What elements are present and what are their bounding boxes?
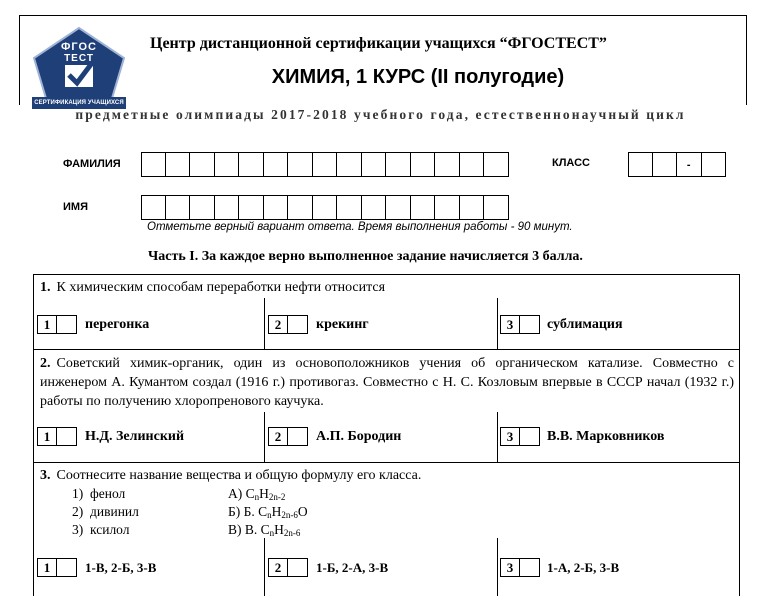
q1-option-1: перегонка	[85, 317, 150, 332]
option-number: 3	[500, 315, 520, 334]
formula-letter: А)	[228, 486, 243, 501]
page-right-border	[746, 15, 747, 105]
question-text: К химическим способам переработки нефти относится	[56, 280, 386, 295]
formula-subscript: 2n-6	[281, 510, 298, 520]
formula-tail: O	[297, 504, 308, 519]
answer-box[interactable]	[57, 315, 77, 334]
name-cell[interactable]	[214, 195, 240, 220]
formula-element: H	[259, 486, 269, 501]
q2-answer-1-checkbox[interactable]	[37, 427, 77, 446]
page-left-border	[19, 15, 20, 105]
surname-cell[interactable]	[459, 152, 485, 177]
surname-cell[interactable]	[312, 152, 338, 177]
question-number: 2.	[40, 356, 51, 371]
name-cell[interactable]	[238, 195, 264, 220]
formula-subscript: n	[254, 492, 260, 502]
column-divider	[497, 412, 498, 462]
class-cell[interactable]	[628, 152, 653, 177]
surname-cell[interactable]	[165, 152, 191, 177]
page-top-border	[19, 15, 747, 16]
class-separator: -	[676, 152, 702, 177]
instructions-note: Отметьте верный вариант ответа. Время выполнения работы - 90 минут.	[147, 221, 573, 233]
formula-prefix: Б.	[243, 504, 259, 519]
question-number: 3.	[40, 468, 51, 483]
formula-subscript: 2n-6	[283, 528, 301, 538]
q3-answer-3-checkbox[interactable]	[500, 558, 540, 577]
column-divider	[264, 412, 265, 462]
surname-cell[interactable]	[385, 152, 411, 177]
substance-name: дивинил	[90, 504, 139, 519]
surname-cell[interactable]	[410, 152, 436, 177]
surname-cell[interactable]	[214, 152, 240, 177]
class-cell[interactable]	[652, 152, 678, 177]
name-cell[interactable]	[459, 195, 485, 220]
name-field[interactable]	[141, 195, 509, 220]
fgostest-logo	[30, 25, 128, 111]
name-cell[interactable]	[385, 195, 411, 220]
substance-number: 3)	[72, 522, 84, 537]
column-divider	[497, 538, 498, 596]
question-3	[40, 466, 734, 485]
q2-option-1: Н.Д. Зелинский	[85, 429, 185, 444]
substance-number: 1)	[72, 486, 84, 501]
surname-cell[interactable]	[287, 152, 313, 177]
q1-answer-2-checkbox[interactable]	[268, 315, 308, 334]
option-number: 1	[37, 558, 57, 577]
surname-cell[interactable]	[189, 152, 215, 177]
option-number: 2	[268, 427, 288, 446]
q1-option-3: сублимация	[547, 317, 623, 332]
answer-box[interactable]	[57, 427, 77, 446]
part-heading: Часть I. За каждое верно выполненное задание начисляется 3 балла.	[148, 249, 583, 264]
surname-label: ФАМИЛИЯ	[63, 158, 121, 170]
answer-box[interactable]	[288, 315, 308, 334]
question-text: Соотнесите название вещества и общую формулу его класса.	[56, 468, 422, 483]
formula-subscript: n	[267, 510, 272, 520]
formula-element: C	[245, 486, 255, 501]
formula-subscript: 2n-2	[268, 492, 286, 502]
substance-item	[72, 504, 139, 520]
q3-answer-1-checkbox[interactable]	[37, 558, 77, 577]
name-cell[interactable]	[336, 195, 362, 220]
question-text: Советский химик-органик, один из основоположников учения об органическом катализе. Совместно с инженером А. Кумантом создал (1916 г.) противогаз. Совместно с Н. С. Козловым впервые в СССР начал (1932 г.) работы по получению хлоропренового каучука.	[40, 356, 734, 409]
row-divider	[33, 349, 740, 350]
formula-element: C	[258, 504, 268, 519]
column-divider	[264, 538, 265, 596]
formula-item	[228, 504, 308, 520]
name-label: ИМЯ	[63, 201, 88, 213]
q1-option-2: крекинг	[316, 317, 369, 332]
name-cell[interactable]	[287, 195, 313, 220]
option-number: 3	[500, 427, 520, 446]
substance-name: ксилол	[90, 522, 130, 537]
name-cell[interactable]	[361, 195, 387, 220]
q3-option-3: 1-А, 2-Б, 3-В	[547, 560, 620, 575]
class-cell[interactable]	[701, 152, 727, 177]
name-cell[interactable]	[263, 195, 289, 220]
surname-cell[interactable]	[263, 152, 289, 177]
name-cell[interactable]	[312, 195, 338, 220]
organization-name: Центр дистанционной сертификации учащихся “ФГОСТЕСТ”	[150, 35, 607, 52]
formula-element: C	[260, 522, 270, 537]
surname-field[interactable]	[141, 152, 509, 177]
q1-answer-3-checkbox[interactable]	[500, 315, 540, 334]
name-cell[interactable]	[189, 195, 215, 220]
name-cell[interactable]	[434, 195, 460, 220]
column-divider	[497, 298, 498, 349]
page-subtitle: предметные олимпиады 2017-2018 учебного года, естественнонаучный цикл	[75, 107, 686, 122]
answer-box[interactable]	[520, 315, 540, 334]
answer-box[interactable]	[520, 427, 540, 446]
answer-box[interactable]	[288, 427, 308, 446]
formula-element: H	[271, 504, 282, 519]
option-number: 1	[37, 427, 57, 446]
question-1	[40, 278, 734, 297]
q2-option-2: А.П. Бородин	[316, 429, 402, 444]
q2-option-3: В.В. Марковников	[547, 429, 665, 444]
q2-answer-3-checkbox[interactable]	[500, 427, 540, 446]
substance-name: фенол	[90, 486, 126, 501]
page-title: ХИМИЯ, 1 КУРС (II полугодие)	[271, 66, 565, 88]
substance-item	[72, 486, 125, 502]
question-2	[40, 354, 734, 411]
formula-element: H	[274, 522, 284, 537]
formula-item	[228, 522, 300, 538]
q3-option-1: 1-В, 2-Б, 3-В	[85, 560, 157, 575]
option-number: 3	[500, 558, 520, 577]
answer-box[interactable]	[57, 558, 77, 577]
q2-answer-2-checkbox[interactable]	[268, 427, 308, 446]
answer-box[interactable]	[520, 558, 540, 577]
option-number: 2	[268, 558, 288, 577]
surname-cell[interactable]	[336, 152, 362, 177]
surname-cell[interactable]	[434, 152, 460, 177]
surname-cell[interactable]	[141, 152, 166, 177]
q3-answer-2-checkbox[interactable]	[268, 558, 308, 577]
logo-bottom-text: ТЕСТ	[64, 53, 94, 64]
surname-cell[interactable]	[361, 152, 387, 177]
logo-top-text: ФГОС	[61, 41, 97, 53]
name-cell[interactable]	[141, 195, 166, 220]
option-number: 2	[268, 315, 288, 334]
row-divider	[33, 462, 740, 463]
formula-letter: Б)	[228, 504, 241, 519]
name-cell[interactable]	[483, 195, 509, 220]
formula-subscript: n	[269, 528, 275, 538]
question-number: 1.	[40, 280, 51, 295]
formula-item	[228, 486, 285, 502]
substance-number: 2)	[72, 504, 84, 519]
q3-option-2: 1-Б, 2-А, 3-В	[316, 560, 389, 575]
name-cell[interactable]	[410, 195, 436, 220]
q1-answer-1-checkbox[interactable]	[37, 315, 77, 334]
logo-banner: СЕРТИФИКАЦИЯ УЧАЩИХСЯ	[32, 97, 126, 109]
surname-cell[interactable]	[238, 152, 264, 177]
class-label: КЛАСС	[552, 157, 590, 169]
name-cell[interactable]	[165, 195, 191, 220]
formula-prefix: В.	[244, 522, 261, 537]
surname-cell[interactable]	[483, 152, 509, 177]
answer-box[interactable]	[288, 558, 308, 577]
option-number: 1	[37, 315, 57, 334]
formula-letter: В)	[228, 522, 242, 537]
column-divider	[264, 298, 265, 349]
substance-item	[72, 522, 130, 538]
class-field[interactable]	[628, 152, 726, 177]
